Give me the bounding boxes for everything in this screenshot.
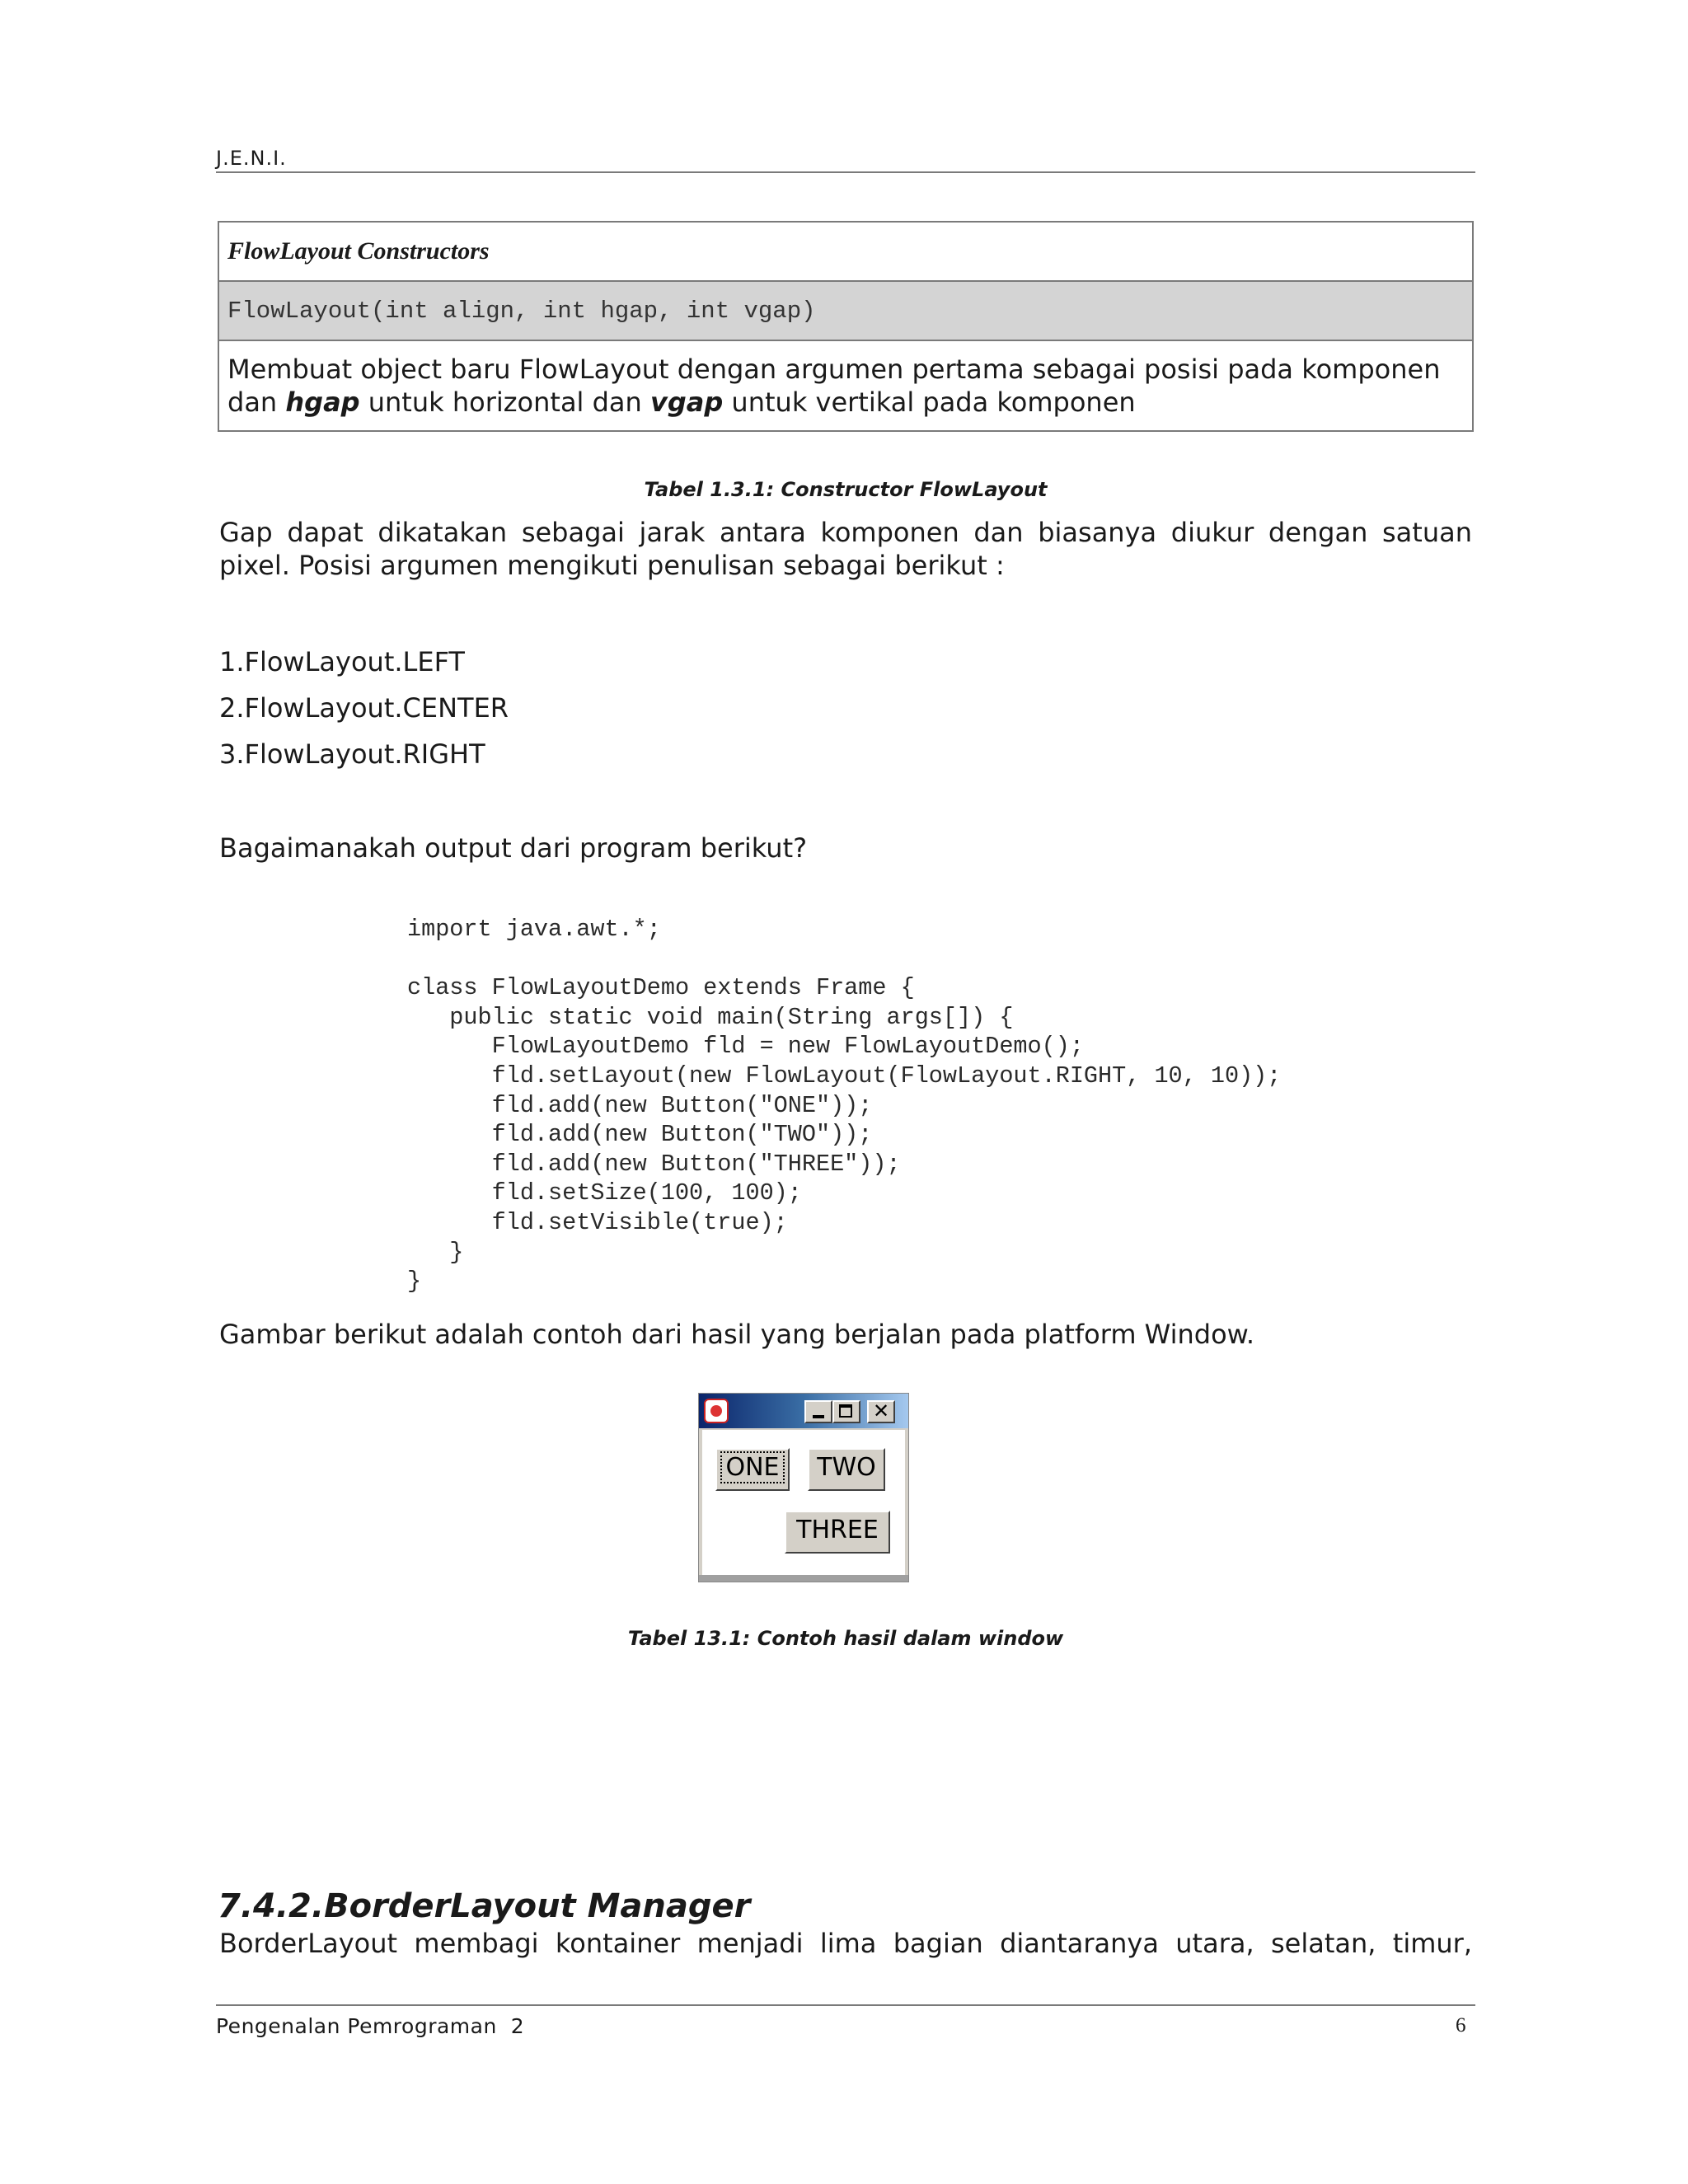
button-three: THREE <box>785 1511 890 1554</box>
table-title: FlowLayout Constructors <box>218 222 1473 281</box>
button-one: ONE <box>715 1448 790 1491</box>
list-item-left: 1.FlowLayout.LEFT <box>219 646 465 677</box>
paragraph-window: Gambar berikut adalah contoh dari hasil yang berjalan pada platform Window. <box>219 1319 1255 1350</box>
window-bottom-edge <box>699 1575 909 1582</box>
page-number: 6 <box>1456 2014 1466 2036</box>
footer-rule <box>216 2004 1475 2006</box>
window-client-area <box>702 1430 905 1578</box>
paragraph-gap: Gap dapat dikatakan sebagai jarak antara komponen dan biasanya diukur dengan satuan pixel. Posisi argumen mengikuti penulisan sebagai berikut : <box>219 517 1472 581</box>
maximize-icon <box>832 1400 860 1423</box>
java-app-icon <box>704 1399 729 1423</box>
constructor-table <box>218 221 1474 432</box>
list-item-center: 2.FlowLayout.CENTER <box>219 692 509 724</box>
header-rule <box>216 171 1475 173</box>
code-block: import java.awt.*; class FlowLayoutDemo extends Frame { public static void main(String args[]) { FlowLayoutDemo fld = new FlowLayoutDemo(); fld.setLayout(new FlowLayout(FlowLayout.RIGHT, 10, 10)); fld.add(new Button("ONE")); fld.add(new Button("TWO")); fld.add(new Button("THREE")); fld.setSize(100, 100); fld.setVisible(true); } } <box>407 916 1282 1296</box>
question-text: Bagaimanakah output dari program berikut? <box>219 832 808 864</box>
footer-title: Pengenalan Pemrograman 2 <box>216 2014 525 2038</box>
window-title-bar <box>699 1394 909 1428</box>
running-header: J.E.N.I. <box>216 147 287 170</box>
window-screenshot <box>698 1393 909 1582</box>
table-caption: Tabel 1.3.1: Constructor FlowLayout <box>644 478 1048 501</box>
list-item-right: 3.FlowLayout.RIGHT <box>219 738 485 770</box>
minimize-icon <box>804 1400 832 1423</box>
paragraph-borderlayout: BorderLayout membagi kontainer menjadi lima bagian diantaranya utara, selatan, timur, <box>219 1928 1472 1959</box>
button-two: TWO <box>808 1448 885 1491</box>
figure-caption: Tabel 13.1: Contoh hasil dalam window <box>627 1627 1064 1650</box>
section-heading: 7.4.2.BorderLayout Manager <box>218 1887 751 1925</box>
close-icon: ✕ <box>867 1400 895 1423</box>
table-signature: FlowLayout(int align, int hgap, int vgap) <box>218 281 1473 340</box>
table-description: Membuat object baru FlowLayout dengan argumen pertama sebagai posisi pada komponen dan hgap untuk horizontal dan vgap untuk vertikal pada komponen <box>218 340 1473 431</box>
